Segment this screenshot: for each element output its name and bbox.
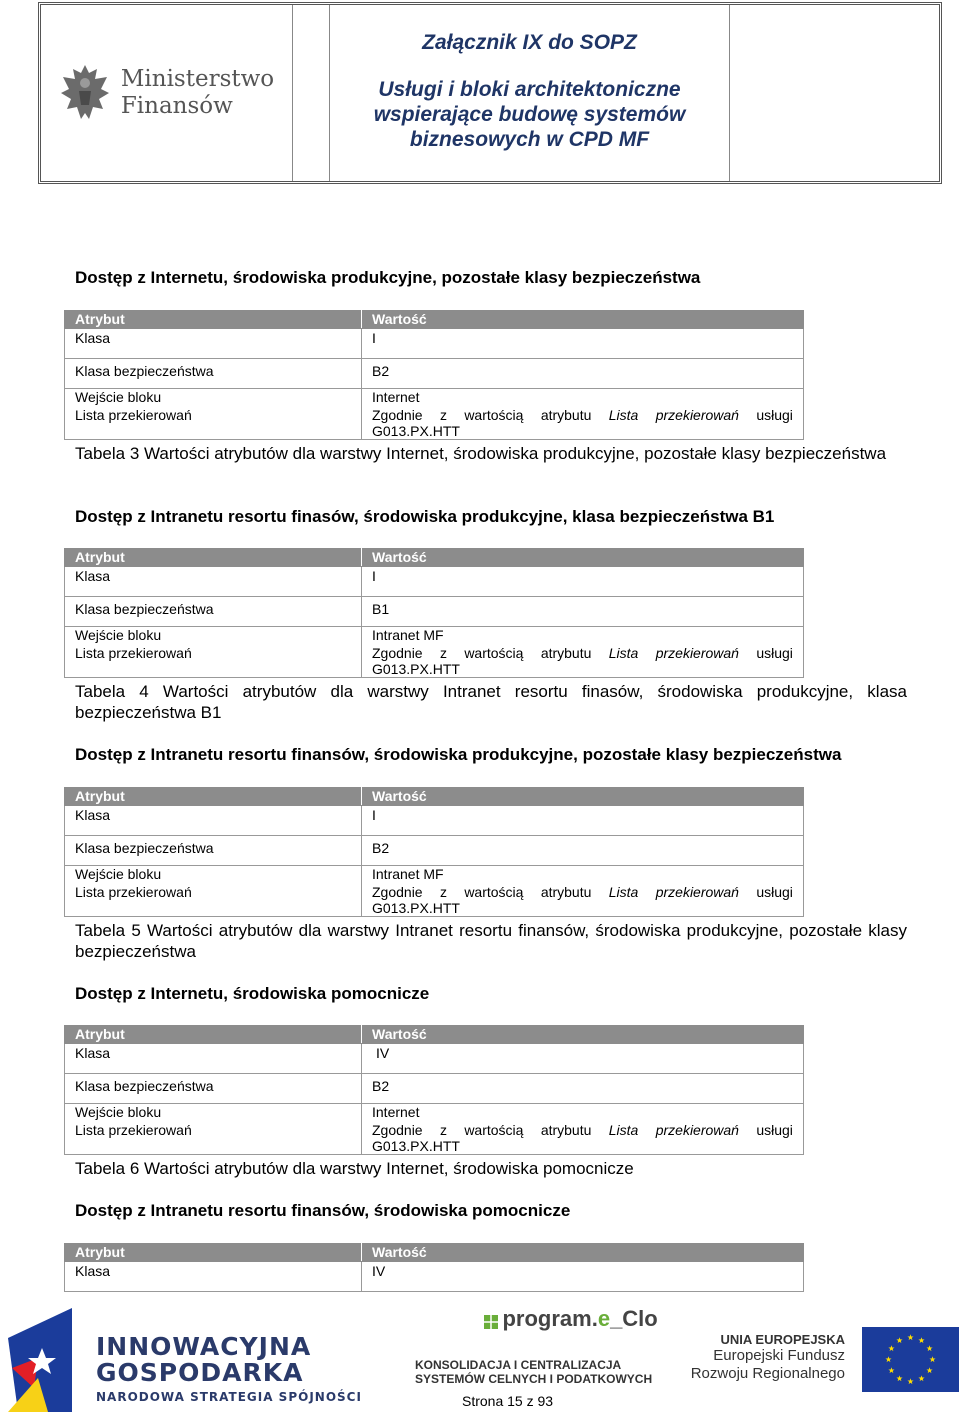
label-wejscie-bloku: Wejście bloku — [65, 866, 362, 884]
logo-line-2: Finansów — [120, 93, 233, 119]
value-klasa: I — [362, 806, 804, 836]
eclo-program-logo: program.e_Clo — [484, 1306, 658, 1332]
label-lista-przekierowan: Lista przekierowań — [65, 645, 362, 678]
eclo-subtitle: KONSOLIDACJA I CENTRALIZACJA SYSTEMÓW CELNYCH I PODATKOWYCH — [415, 1358, 653, 1386]
label-klasa-bezpieczenstwa: Klasa bezpieczeństwa — [65, 359, 362, 389]
subtitle-line-3: biznesowych w CPD MF — [409, 128, 650, 151]
label-klasa-bezpieczenstwa: Klasa bezpieczeństwa — [65, 836, 362, 866]
header-blank-cell — [293, 5, 330, 181]
ministry-logo — [59, 61, 274, 125]
label-wejscie-bloku: Wejście bloku — [65, 1104, 362, 1122]
table-caption: Tabela 4 Wartości atrybutów dla warstwy Intranet resortu finasów, środowiska produkcyjne, klasa bezpieczeństwa B1 — [75, 682, 907, 722]
header-title-cell — [330, 5, 730, 181]
label-lista-przekierowan: Lista przekierowań — [65, 884, 362, 917]
value-klasa-bezpieczenstwa: B2 — [362, 1074, 804, 1104]
logo-line-1: Ministerstwo — [120, 66, 275, 92]
value-klasa: I — [362, 329, 804, 359]
header-logo-cell — [41, 5, 293, 181]
attribute-table — [64, 548, 804, 678]
header-atrybut: Atrybut — [65, 311, 362, 329]
annex-title: Załącznik IX do SOPZ — [422, 31, 637, 54]
innovative-economy-text: INNOWACYJNA GOSPODARKA NARODOWA STRATEGIA SPÓJNOŚCI — [96, 1332, 362, 1404]
header-atrybut: Atrybut — [65, 788, 362, 806]
table-caption: Tabela 5 Wartości atrybutów dla warstwy Intranet resortu finansów, środowiska produkcyjne, pozostałe klasy bezpieczeństwa — [75, 921, 907, 961]
label-wejscie-bloku: Wejście bloku — [65, 627, 362, 645]
section-title: Dostęp z Intranetu resortu finansów, środowiska pomocnicze — [75, 1201, 571, 1220]
value-klasa: IV — [362, 1262, 804, 1292]
innovative-economy-logo-icon — [8, 1308, 72, 1412]
label-klasa: Klasa — [65, 567, 362, 597]
value-wejscie-bloku: Internet — [362, 389, 804, 407]
header-right-cell — [730, 5, 939, 181]
value-lista-przekierowan: Zgodnie z wartością atrybutu Lista przekierowań usługi G013.PX.HTT — [362, 407, 804, 440]
table-caption: Tabela 3 Wartości atrybutów dla warstwy Internet, środowiska produkcyjne, pozostałe klasy bezpieczeństwa — [75, 444, 887, 463]
value-wejscie-bloku: Intranet MF — [362, 627, 804, 645]
header-atrybut: Atrybut — [65, 1244, 362, 1262]
section-title: Dostęp z Internetu, środowiska pomocnicze — [75, 984, 430, 1003]
label-lista-przekierowan: Lista przekierowań — [65, 407, 362, 440]
eu-fund-text: UNIA EUROPEJSKA Europejski Fundusz Rozwoju Regionalnego — [690, 1332, 845, 1382]
header-wartosc: Wartość — [362, 788, 804, 806]
attribute-table — [64, 787, 804, 917]
label-wejscie-bloku: Wejście bloku — [65, 389, 362, 407]
document-header — [38, 2, 942, 184]
section-title: Dostęp z Intranetu resortu finasów, środowiska produkcyjne, klasa bezpieczeństwa B1 — [75, 507, 775, 526]
attribute-table — [64, 1243, 804, 1292]
label-klasa: Klasa — [65, 1262, 362, 1292]
header-wartosc: Wartość — [362, 549, 804, 567]
value-lista-przekierowan: Zgodnie z wartością atrybutu Lista przekierowań usługi G013.PX.HTT — [362, 884, 804, 917]
eu-flag-icon — [862, 1327, 959, 1392]
header-wartosc: Wartość — [362, 311, 804, 329]
value-klasa-bezpieczenstwa: B1 — [362, 597, 804, 627]
value-klasa-bezpieczenstwa: B2 — [362, 359, 804, 389]
eagle-emblem-icon — [59, 61, 111, 125]
value-klasa: I — [362, 567, 804, 597]
header-wartosc: Wartość — [362, 1026, 804, 1044]
section-title: Dostęp z Intranetu resortu finansów, środowiska produkcyjne, pozostałe klasy bezpieczeństwa — [75, 745, 842, 764]
attribute-table — [64, 1025, 804, 1155]
label-klasa-bezpieczenstwa: Klasa bezpieczeństwa — [65, 597, 362, 627]
label-klasa-bezpieczenstwa: Klasa bezpieczeństwa — [65, 1074, 362, 1104]
value-klasa: IV — [362, 1044, 804, 1074]
annex-subtitle — [374, 77, 686, 152]
subtitle-line-2: wspierające budowę systemów — [373, 103, 686, 126]
subtitle-line-1: Usługi i bloki architektoniczne — [378, 78, 681, 101]
page-footer — [0, 1300, 960, 1414]
page-number: Strona 15 z 93 — [462, 1393, 554, 1409]
header-wartosc: Wartość — [362, 1244, 804, 1262]
label-klasa: Klasa — [65, 806, 362, 836]
value-wejscie-bloku: Internet — [362, 1104, 804, 1122]
attribute-table — [64, 310, 804, 440]
value-lista-przekierowan: Zgodnie z wartością atrybutu Lista przekierowań usługi G013.PX.HTT — [362, 645, 804, 678]
value-lista-przekierowan: Zgodnie z wartością atrybutu Lista przekierowań usługi G013.PX.HTT — [362, 1122, 804, 1155]
header-atrybut: Atrybut — [65, 1026, 362, 1044]
value-klasa-bezpieczenstwa: B2 — [362, 836, 804, 866]
label-klasa: Klasa — [65, 1044, 362, 1074]
eclo-grid-icon — [484, 1315, 498, 1329]
value-wejscie-bloku: Intranet MF — [362, 866, 804, 884]
header-atrybut: Atrybut — [65, 549, 362, 567]
label-klasa: Klasa — [65, 329, 362, 359]
section-title: Dostęp z Internetu, środowiska produkcyjne, pozostałe klasy bezpieczeństwa — [75, 268, 701, 287]
label-lista-przekierowan: Lista przekierowań — [65, 1122, 362, 1155]
table-caption: Tabela 6 Wartości atrybutów dla warstwy Internet, środowiska pomocnicze — [75, 1159, 634, 1178]
